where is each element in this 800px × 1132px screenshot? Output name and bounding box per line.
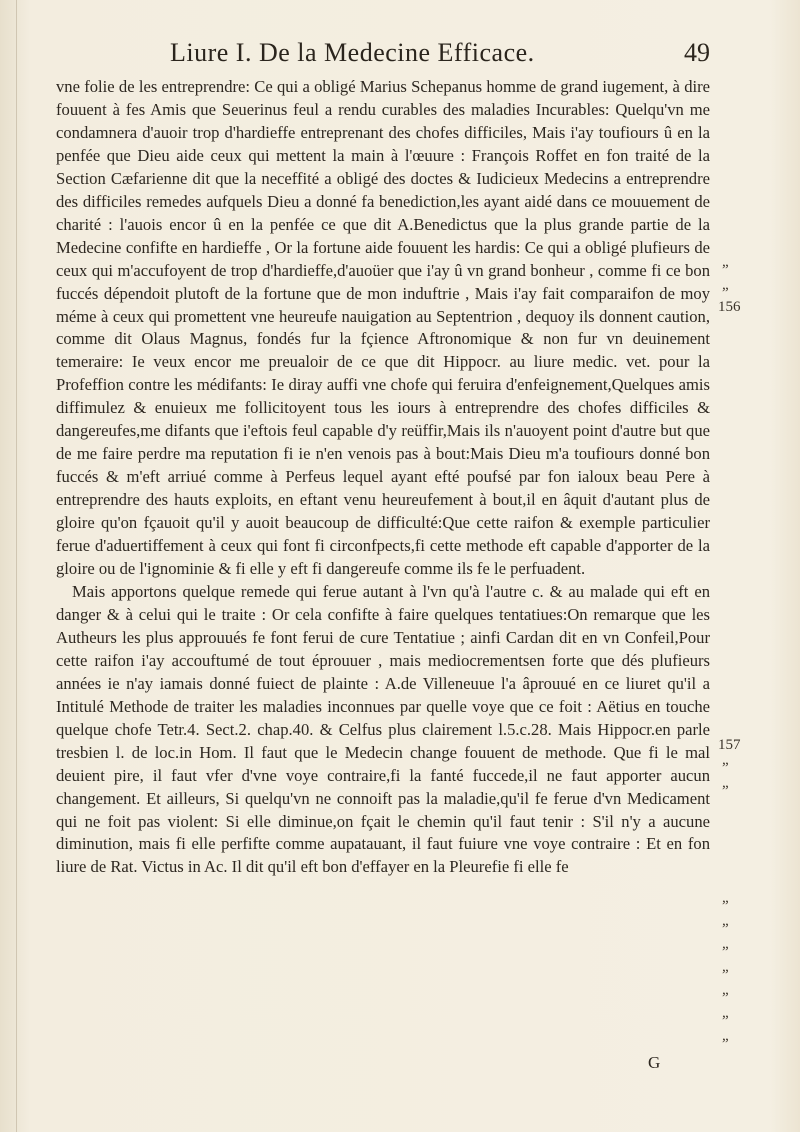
margin-quote-mark: ” — [722, 967, 729, 983]
margin-quote-mark: ” — [722, 262, 729, 278]
margin-reference-157: 157 — [718, 737, 741, 753]
margin-quote-mark: ” — [722, 898, 729, 914]
running-header — [150, 38, 710, 72]
margin-quote-mark: ” — [722, 921, 729, 937]
running-title: Liure I. De la Medecine Efficace. — [170, 38, 535, 67]
catchword-signature: G — [648, 1053, 661, 1072]
paragraph-2: Mais apportons quelque remede qui ferue autant à l'vn qu'à l'autre c. & au malade qui eft en danger & à celui qui le traite : Or cela confifte à faire quelques tentatiues:On remarque que les Autheurs les plus approuués fe font ferui de cure Tentatiue ; ainfi Cardan dit en vn Confeil,Pour cette raifon i'ay accouftumé de tout éprouuer , mais mediocrementsen forte que dés plufieurs années ie n'ay iamais donné fuiect de plainte : A.de Villeneuue l'a âprouué en ce liuret qu'il a Intitulé Methode de traiter les maladies inconnues par quelle voye que ce foit : Aëtius en touche quelque chofe Tetr.4. Sect.2. chap.40. & Celfus plus clairement l.5.c.28. Mais Hippocr.en parle tresbien l. de loc.in Hom. Il faut que le Medecin change fouuent de methode. Que fi le mal deuient pire, il faut vfer d'vne voye contraire,fi la fanté fuccede,il ne faut apporter aucun changement. Et ailleurs, Si quelqu'vn ne connoift pas la maladie,qu'il fe ferue d'vn Medicament qui ne foit pas violent: Si elle diminue,on fçait le chemin qu'il faut tenir : S'il n'y a aucune diminution, mais fi elle perfifte comme aupatauant, il faut fuiure vne voye contraire : Et en fon liure de Rat. Victus in Ac. Il dit qu'il eft bon d'effayer en la Pleurefie fi elle fe — [56, 581, 710, 877]
paragraph-1: vne folie de les entreprendre: Ce qui a obligé Marius Schepanus homme de grand iugement, à dire fouuent à fes Amis que Seuerinus feul a rendu curables des maladies Incurables: Quelqu'vn me condamnera d'auoir trop d'hardieffe entreprenant des chofes difficiles, Mais i'ay toufiours û en la penfée que Dieu aide ceux qui mettent la main à l'œuure : François Roffet en fon traité de la Section Cæfarienne dit que la neceffité a obligé des doctes & Iudicieux Medecins a entreprendre des difficiles remedes aufquels Dieu a donné fa benediction,les ayant aidé dans ce mouuement de charité : l'auois encor û en la penfée ce que dit A.Benedictus que la plus grande partie de la Medecine confifte en hardieffe , Or la fortune aide fouuent les hardis: Ce qui a obligé plufieurs de ceux qui m'accufoyent de trop d'hardieffe,d'auoüer que i'ay û vn grand bonheur , comme fi ce bon fuccés dépendoit plutoft de la fortune que de mon induftrie , Mais i'ay fait comparaifon de moy méme à ceux qui promettent vne heureufe nauigation au Septentrion , dequoy ils donnent caution, comme dit Olaus Magnus, fondés fur la fçience Aftronomique & non fur vn deuinement temeraire: Ie veux encor me preualoir de ce que dit Hippocr. au liure medic. vet. pour la Profeffion contre les médifants: Ie diray auffi vne chofe qui feruira d'enfeignement,Quelques amis diffimulez & enuieux me follicitoyent tous les iours à entreprendre des chofes difficiles & dangereufes,me difants que i'eftois feul capable d'y reüffir,Mais ils n'auoyent point d'autre but que de me faire perdre ma reputation fi ie n'en venois pas à bout:Mais Dieu m'a toufiours donné bon fuccés & m'eft arriué comme à Perfeus lequel ayant efté poufsé par fon ialoux beau Pere à entreprendre des hauts exploits, en eftant venu heureufement à bout,il en âquit d'autant plus de gloire qu'on fçauoit qu'il y auoit beaucoup de difficulté:Que cette raifon & exemple particulier ferue d'aduertiffement à ceux qui font fi circonfpects,fi cette methode eft capable d'apporter de la gloire ou de l'ignominie & fi elle y eft fi dangereufe comme ils fe le perfuadent. — [56, 77, 710, 579]
margin-quote-mark: ” — [722, 1036, 729, 1052]
margin-quote-mark: ” — [722, 285, 729, 301]
page-edge — [16, 0, 17, 1132]
margin-reference-156: 156 — [718, 299, 741, 315]
margin-quote-mark: ” — [722, 1013, 729, 1029]
page-number: 49 — [684, 38, 710, 67]
main-text — [56, 76, 710, 879]
margin-quote-mark: ” — [722, 783, 729, 799]
margin-quote-mark: ” — [722, 944, 729, 960]
margin-quote-mark: ” — [722, 760, 729, 776]
margin-quote-mark: ” — [722, 990, 729, 1006]
